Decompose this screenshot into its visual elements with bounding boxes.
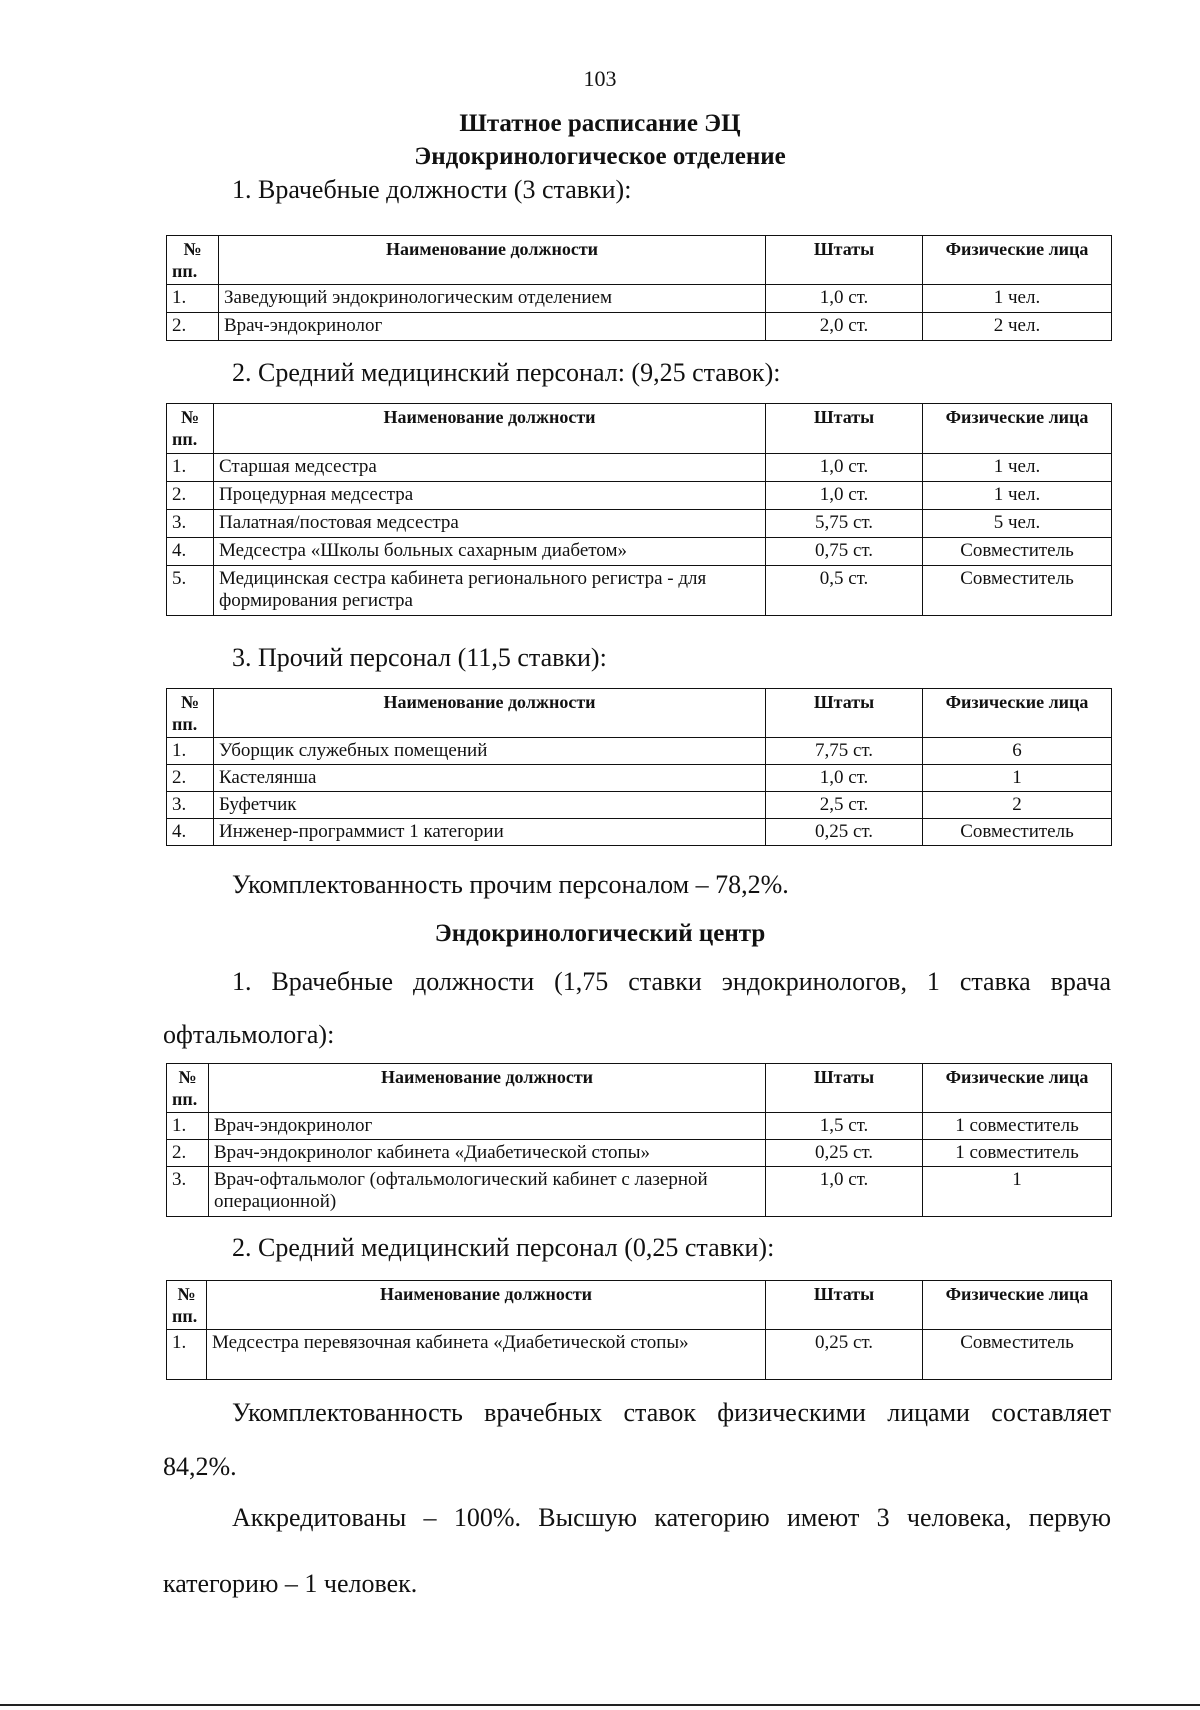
staff-rate: 1,0 ст. [766,285,923,313]
staff-rate: 0,5 ст. [766,566,923,616]
row-number: 2. [167,482,214,510]
staff-rate: 0,25 ст. [766,1330,923,1380]
table-header-row [167,404,1112,454]
row-number: 3. [167,1167,209,1217]
position-name: Медицинская сестра кабинета регионального регистра - для формирования регистра [214,566,766,616]
position-name: Уборщик служебных помещений [214,738,766,765]
table-header-row [167,1064,1112,1113]
persons-count: 2 чел. [923,313,1112,341]
position-name: Процедурная медсестра [214,482,766,510]
dept-nurses-table [166,403,1112,616]
row-number: 2. [167,313,219,341]
staff-rate: 1,0 ст. [766,482,923,510]
col-header-persons: Физические лица [923,404,1112,454]
col-header-number: № пп. [167,236,219,285]
staff-rate: 2,5 ст. [766,792,923,819]
table-header-row [167,689,1112,738]
persons-count: 1 чел. [923,285,1112,313]
doctor-staffing-line1: Укомплектованность врачебных ставок физическими лицами составляет [232,1398,1111,1427]
other-staffing-text: Укомплектованность прочим персоналом – 78,2%. [232,870,789,899]
col-header-position: Наименование должности [207,1281,766,1330]
col-header-number: № пп. [167,1281,207,1330]
row-number: 1. [167,285,219,313]
staff-rate: 1,0 ст. [766,454,923,482]
col-header-persons: Физические лица [923,236,1112,285]
document-title: Штатное расписание ЭЦ [459,110,741,137]
persons-count: Совместитель [923,819,1112,846]
dept-other-table [166,688,1112,846]
col-header-position: Наименование должности [219,236,766,285]
position-name: Врач-эндокринолог [219,313,766,341]
accreditation-line1: Аккредитованы – 100%. Высшую категорию имеют 3 человека, первую [232,1503,1111,1532]
row-number: 1. [167,1113,209,1140]
staff-rate: 1,0 ст. [766,765,923,792]
center-doctors-table [166,1063,1112,1217]
persons-count: 1 [923,1167,1112,1217]
row-number: 1. [167,1330,207,1380]
position-name: Врач-офтальмолог (офтальмологический кабинет с лазерной операционной) [209,1167,766,1217]
col-header-persons: Физические лица [923,689,1112,738]
table-row [167,792,1112,819]
table-row [167,1140,1112,1167]
table-row [167,285,1112,313]
persons-count: 1 совместитель [923,1113,1112,1140]
table-row [167,1330,1112,1380]
table-row [167,738,1112,765]
persons-count: Совместитель [923,566,1112,616]
staff-rate: 0,25 ст. [766,819,923,846]
col-header-number: № пп. [167,1064,209,1113]
row-number: 4. [167,819,214,846]
staff-rate: 7,75 ст. [766,738,923,765]
col-header-staff: Штаты [766,1281,923,1330]
dept-heading-other: 3. Прочий персонал (11,5 ставки): [232,643,607,672]
col-header-number: № пп. [167,689,214,738]
table-row [167,510,1112,538]
dept-heading-doctors: 1. Врачебные должности (3 ставки): [232,175,632,204]
persons-count: Совместитель [923,1330,1112,1380]
staff-rate: 0,75 ст. [766,538,923,566]
col-header-position: Наименование должности [214,689,766,738]
table-header-row [167,1281,1112,1330]
table-row [167,566,1112,616]
row-number: 3. [167,792,214,819]
row-number: 4. [167,538,214,566]
staff-rate: 1,5 ст. [766,1113,923,1140]
page-number: 103 [583,66,617,91]
row-number: 2. [167,765,214,792]
col-header-staff: Штаты [766,1064,923,1113]
dept-heading-nurses: 2. Средний медицинский персонал: (9,25 ставок): [232,358,781,387]
col-header-persons: Физические лица [923,1281,1112,1330]
row-number: 1. [167,738,214,765]
col-header-staff: Штаты [766,689,923,738]
col-header-staff: Штаты [766,404,923,454]
staff-rate: 5,75 ст. [766,510,923,538]
position-name: Медсестра «Школы больных сахарным диабетом» [214,538,766,566]
row-number: 3. [167,510,214,538]
persons-count: 1 чел. [923,454,1112,482]
accreditation-line2: категорию – 1 человек. [163,1569,418,1598]
persons-count: 6 [923,738,1112,765]
persons-count: 5 чел. [923,510,1112,538]
position-name: Буфетчик [214,792,766,819]
row-number: 5. [167,566,214,616]
row-number: 2. [167,1140,209,1167]
col-header-number: № пп. [167,404,214,454]
center-nurses-table [166,1280,1112,1380]
position-name: Врач-эндокринолог [209,1113,766,1140]
staff-rate: 2,0 ст. [766,313,923,341]
center-heading-nurses: 2. Средний медицинский персонал (0,25 ставки): [232,1233,775,1262]
staff-rate: 1,0 ст. [766,1167,923,1217]
persons-count: 1 совместитель [923,1140,1112,1167]
table-row [167,1167,1112,1217]
col-header-persons: Физические лица [923,1064,1112,1113]
persons-count: 1 [923,765,1112,792]
center-heading-doctors-line1: 1. Врачебные должности (1,75 ставки эндокринологов, 1 ставка врача [232,967,1111,996]
row-number: 1. [167,454,214,482]
table-row [167,765,1112,792]
table-row [167,819,1112,846]
table-header-row [167,236,1112,285]
department-title: Эндокринологическое отделение [414,143,786,170]
persons-count: Совместитель [923,538,1112,566]
persons-count: 2 [923,792,1112,819]
persons-count: 1 чел. [923,482,1112,510]
center-heading-doctors-line2: офтальмолога): [163,1020,335,1049]
position-name: Старшая медсестра [214,454,766,482]
position-name: Палатная/постовая медсестра [214,510,766,538]
col-header-position: Наименование должности [209,1064,766,1113]
col-header-staff: Штаты [766,236,923,285]
position-name: Инженер-программист 1 категории [214,819,766,846]
col-header-position: Наименование должности [214,404,766,454]
table-row [167,482,1112,510]
center-title: Эндокринологический центр [434,920,766,947]
table-row [167,538,1112,566]
position-name: Медсестра перевязочная кабинета «Диабетической стопы» [207,1330,766,1380]
position-name: Кастелянша [214,765,766,792]
dept-doctors-table [166,235,1112,341]
doctor-staffing-line2: 84,2%. [163,1452,237,1481]
table-row [167,454,1112,482]
position-name: Заведующий эндокринологическим отделением [219,285,766,313]
staff-rate: 0,25 ст. [766,1140,923,1167]
scan-edge-line [0,1704,1200,1706]
table-row [167,1113,1112,1140]
position-name: Врач-эндокринолог кабинета «Диабетической стопы» [209,1140,766,1167]
table-row [167,313,1112,341]
